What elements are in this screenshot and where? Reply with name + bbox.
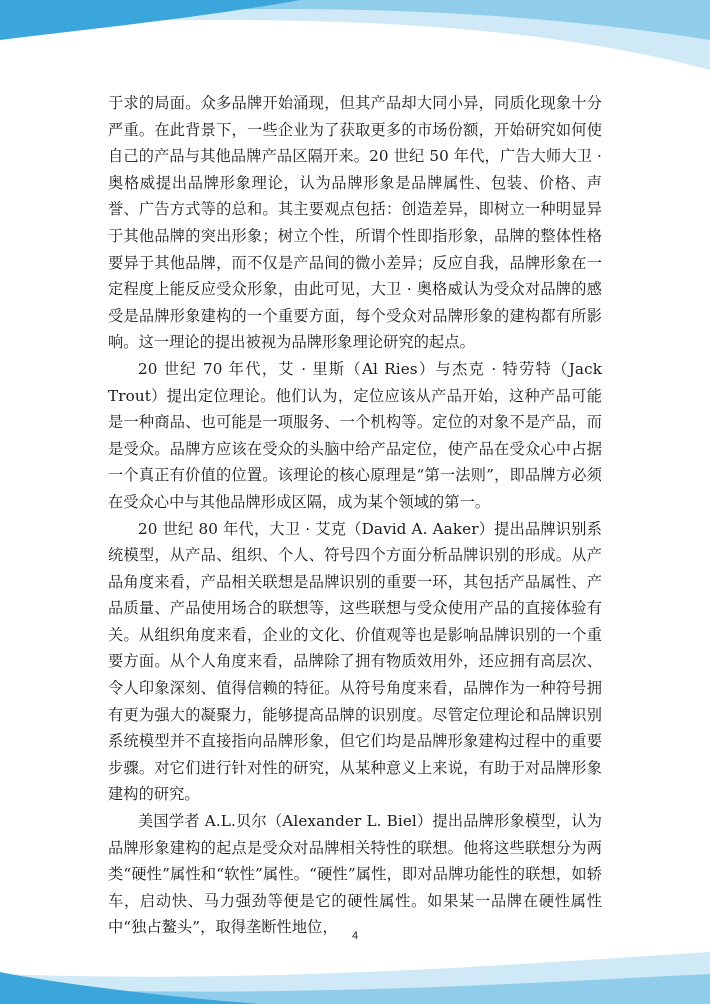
bottom-wave-decoration (0, 944, 710, 1004)
top-wave-light (0, 0, 710, 70)
top-wave-dark (0, 0, 300, 40)
top-wave-decoration (0, 0, 710, 70)
paragraph-3: 20 世纪 80 年代，大卫 · 艾克（David A. Aaker）提出品牌识别系统模型，从产品、组织、个人、符号四个方面分析品牌识别的形成。从产品角度来看，产品相关联想是品牌识别的重要一环，其包括产品属性、产品质量、产品使用场合的联想等，这些联想与受众使用产品的直接体验有关。从组织角度来看，企业的文化、价值观等也是影响品牌识别的一个重要方面。从个人角度来看，品牌除了拥有物质效用外，还应拥有高层次、令人印象深刻、值得信赖的特征。从符号角度来看，品牌作为一种符号拥有更为强大的凝聚力，能够提高品牌的识别度。尽管定位理论和品牌识别系统模型并不直接指向品牌形象，但它们均是品牌形象建构过程中的重要步骤。对它们进行针对性的研究，从某种意义上来说，有助于对品牌形象建构的研究。 (108, 519, 602, 804)
paragraph-2: 20 世纪 70 年代，艾 · 里斯（Al Ries）与杰克 · 特劳特（Jack Trout）提出定位理论。他们认为，定位应该从产品开始，这种产品可能是一种商品、也可能是一项服务、一个机构等。定位的对象不是产品，而是受众。品牌方应该在受众的头脑中给产品定位，使产品在受众心中占据一个真正有价值的位置。该理论的核心原理是“第一法则”，即品牌方必须在受众心中与其他品牌形成区隔，成为某个领域的第一。 (108, 359, 602, 511)
bottom-wave-mid (0, 974, 710, 1004)
bottom-wave-light (0, 952, 710, 1004)
bottom-wave-dark (0, 972, 260, 1004)
paragraph-4: 美国学者 A.L.贝尔（Alexander L. Biel）提出品牌形象模型，认为品牌形象建构的起点是受众对品牌相关特性的联想。他将这些联想分为两类“硬性”属性和“软性”属性。“硬性”属性，即对品牌功能性的联想，如轿车，启动快、马力强劲等便是它的硬性属性。如果某一品牌在硬性属性中“独占鳌头”，取得垄断性地位， (108, 812, 602, 937)
document-body (108, 90, 602, 941)
top-wave-mid (0, 0, 710, 40)
paragraph-1: 于求的局面。众多品牌开始涌现，但其产品却大同小异，同质化现象十分严重。在此背景下，一些企业为了获取更多的市场份额，开始研究如何使自己的产品与其他品牌产品区隔开来。20 世纪 50 年代，广告大师大卫 · 奥格威提出品牌形象理论，认为品牌形象是品牌属性、包装、价格、声誉、广告方式等的总和。其主要观点包括：创造差异，即树立一种明显异于其他品牌的突出形象；树立个性，所谓个性即指形象，品牌的整体性格要异于其他品牌，而不仅是产品间的微小差异；反应自我，品牌形象在一定程度上能反应受众形象，由此可见，大卫 · 奥格威认为受众对品牌的感受是品牌形象建构的一个重要方面，每个受众对品牌形象的建构都有所影响。这一理论的提出被视为品牌形象理论研究的起点。 (108, 94, 602, 352)
page-number: 4 (351, 930, 359, 942)
